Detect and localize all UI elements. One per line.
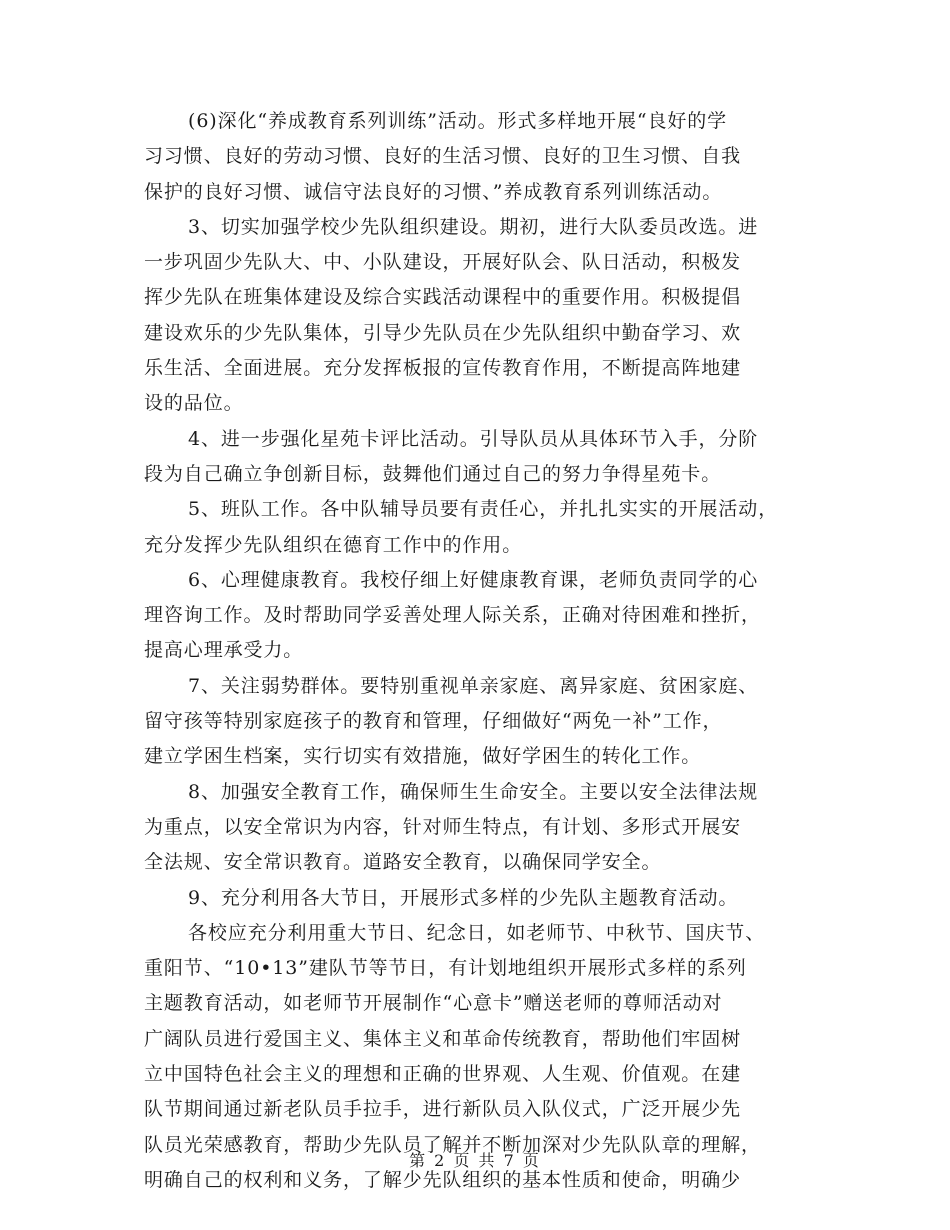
text-line: 习习惯、良好的劳动习惯、良好的生活习惯、良好的卫生习惯、自我 [144, 145, 742, 168]
text-line: 建设欢乐的少先队集体，引导少先队员在少先队组织中勤奋学习、欢 [144, 321, 742, 344]
text-line: 4、进一步强化星苑卡评比活动。引导队员从具体环节入手，分阶 [188, 427, 759, 450]
text-line: 理咨询工作。及时帮助同学妥善处理人际关系，正确对待困难和挫折， [144, 604, 761, 627]
text-line: 明确自己的权利和义务，了解少先队组织的基本性质和使命，明确少 [144, 1168, 742, 1191]
page-number-footer: 第 2 页 共 7 页 [409, 1151, 541, 1170]
text-line: 8、加强安全教育工作，确保师生生命安全。主要以安全法律法规 [188, 780, 759, 803]
text-line: 为重点，以安全常识为内容，针对师生特点，有计划、多形式开展安 [144, 815, 742, 838]
text-line: 重阳节、“10•13”建队节等节日，有计划地组织开展形式多样的系列 [144, 957, 747, 980]
text-line: 立中国特色社会主义的理想和正确的世界观、人生观、价值观。在建 [144, 1063, 742, 1086]
text-line: 段为自己确立争创新目标，鼓舞他们通过自己的努力争得星苑卡。 [144, 462, 722, 485]
text-line: 建立学困生档案，实行切实有效措施，做好学困生的转化工作。 [144, 745, 702, 768]
text-line: 广阔队员进行爱国主义、集体主义和革命传统教育，帮助他们牢固树 [144, 1027, 742, 1050]
text-line: 主题教育活动，如老师节开展制作“心意卡”赠送老师的尊师活动对 [144, 992, 723, 1015]
text-line: 乐生活、全面进展。充分发挥板报的宣传教育作用，不断提高阵地建 [144, 357, 742, 380]
text-line: 全法规、安全常识教育。道路安全教育，以确保同学安全。 [144, 851, 662, 874]
text-line: (6)深化“养成教育系列训练”活动。形式多样地开展“良好的学 [188, 110, 728, 132]
text-line: 设的品位。 [144, 392, 244, 415]
text-line: 5、班队工作。各中队辅导员要有责任心，并扎扎实实的开展活动， [188, 498, 779, 521]
text-line: 3、切实加强学校少先队组织建设。期初，进行大队委员改选。进 [188, 215, 759, 238]
text-line: 6、心理健康教育。我校仔细上好健康教育课，老师负责同学的心 [188, 568, 759, 591]
text-line: 队员光荣感教育，帮助少先队员了解并不断加深对少先队队章的理解， [144, 1133, 761, 1156]
text-line: 留守孩等特别家庭孩子的教育和管理，仔细做好“两免一补”工作， [144, 710, 723, 733]
text-line: 充分发挥少先队组织在德育工作中的作用。 [144, 533, 523, 556]
document-body [144, 104, 824, 1198]
text-line: 挥少先队在班集体建设及综合实践活动课程中的重要作用。积极提倡 [144, 286, 742, 309]
text-line: 一步巩固少先队大、中、小队建设，开展好队会、队日活动，积极发 [144, 251, 742, 274]
text-line: 队节期间通过新老队员手拉手，进行新队员入队仪式，广泛开展少先 [144, 1098, 742, 1121]
text-line: 提高心理承受力。 [144, 639, 304, 662]
text-line: 7、关注弱势群体。要特别重视单亲家庭、离异家庭、贫困家庭、 [188, 674, 759, 697]
text-line: 保护的良好习惯、诚信守法良好的习惯、”养成教育系列训练活动。 [144, 180, 723, 203]
text-line: 各校应充分利用重大节日、纪念日，如老师节、中秋节、国庆节、 [188, 921, 766, 944]
text-line: 9、充分利用各大节日，开展形式多样的少先队主题教育活动。 [188, 886, 739, 909]
